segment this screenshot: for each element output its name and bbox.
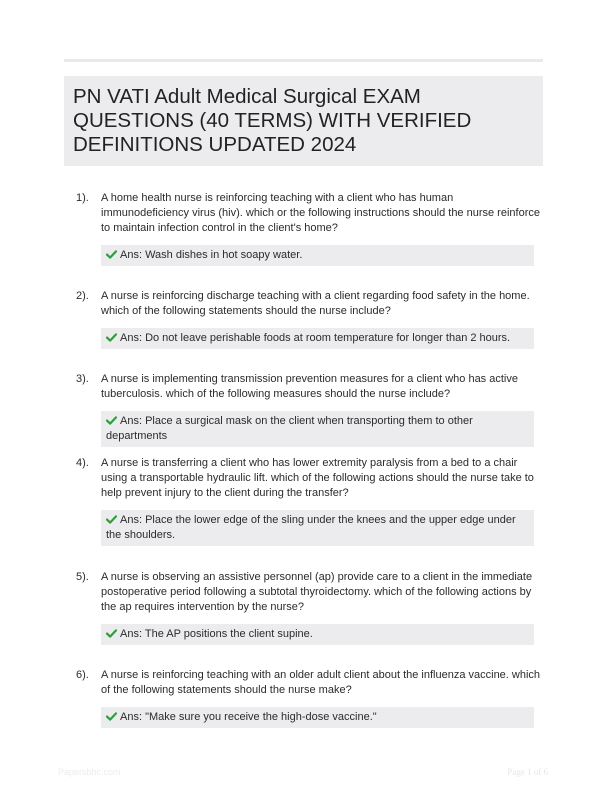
question-text: A nurse is observing an assistive personnel (ap) provide care to a client in the immediate postoperative period following a subtotal thyroidectomy. which of the following actions by the ap requires intervention by the nurse? bbox=[101, 571, 533, 613]
answer-text: Ans: Wash dishes in hot soapy water. bbox=[120, 249, 303, 261]
answer-box bbox=[101, 624, 534, 645]
answer-box bbox=[101, 510, 534, 546]
answer-box bbox=[101, 328, 534, 349]
question-number: 3). bbox=[76, 373, 89, 385]
question-text: A home health nurse is reinforcing teaching with a client who has human immunodeficiency virus (hiv). which or the following instructions should the nurse reinforce to maintain infection control in the client's home? bbox=[101, 192, 540, 234]
answer-box bbox=[101, 245, 534, 266]
answer-box bbox=[101, 411, 534, 447]
question-item bbox=[76, 372, 542, 447]
check-icon bbox=[106, 333, 117, 342]
question-text: A nurse is implementing transmission prevention measures for a client who has active tuberculosis. which of the following measures should the nurse include? bbox=[101, 373, 518, 400]
question-item bbox=[76, 289, 542, 349]
question-item bbox=[76, 191, 542, 266]
watermark: Papersbbc.com bbox=[58, 767, 121, 777]
check-icon bbox=[106, 416, 117, 425]
question-text: A nurse is reinforcing teaching with an older adult client about the influenza vaccine. which of the following statements should the nurse make? bbox=[101, 669, 541, 696]
question-text: A nurse is transferring a client who has lower extremity paralysis from a bed to a chair using a transportable hydraulic lift. which of the following actions should the nurse take to help prevent injury to the client during the transfer? bbox=[101, 457, 534, 499]
question-number: 4). bbox=[76, 457, 89, 469]
answer-text: Ans: The AP positions the client supine. bbox=[120, 628, 313, 640]
header-divider bbox=[64, 59, 543, 62]
title-banner bbox=[64, 76, 543, 166]
question-number: 5). bbox=[76, 571, 89, 583]
question-text: A nurse is reinforcing discharge teaching with a client regarding food safety in the home. which of the following statements should the nurse include? bbox=[101, 290, 530, 317]
page-number: Page 1 of 6 bbox=[507, 767, 548, 777]
question-item bbox=[76, 570, 542, 645]
answer-text: Ans: "Make sure you receive the high-dose vaccine." bbox=[120, 711, 377, 723]
answer-box bbox=[101, 707, 534, 728]
question-item bbox=[76, 668, 542, 728]
question-number: 6). bbox=[76, 669, 89, 681]
check-icon bbox=[106, 629, 117, 638]
check-icon bbox=[106, 250, 117, 259]
check-icon bbox=[106, 515, 117, 524]
check-icon bbox=[106, 712, 117, 721]
page-title: PN VATI Adult Medical Surgical EXAM QUESTIONS (40 TERMS) WITH VERIFIED DEFINITIONS UPDATED 2024 bbox=[73, 85, 472, 156]
question-number: 2). bbox=[76, 290, 89, 302]
question-item bbox=[76, 456, 542, 546]
answer-text: Ans: Place the lower edge of the sling under the knees and the upper edge under the shoulders. bbox=[106, 514, 516, 541]
question-number: 1). bbox=[76, 192, 89, 204]
answer-text: Ans: Do not leave perishable foods at room temperature for longer than 2 hours. bbox=[120, 332, 511, 344]
answer-text: Ans: Place a surgical mask on the client when transporting them to other departments bbox=[106, 415, 473, 442]
